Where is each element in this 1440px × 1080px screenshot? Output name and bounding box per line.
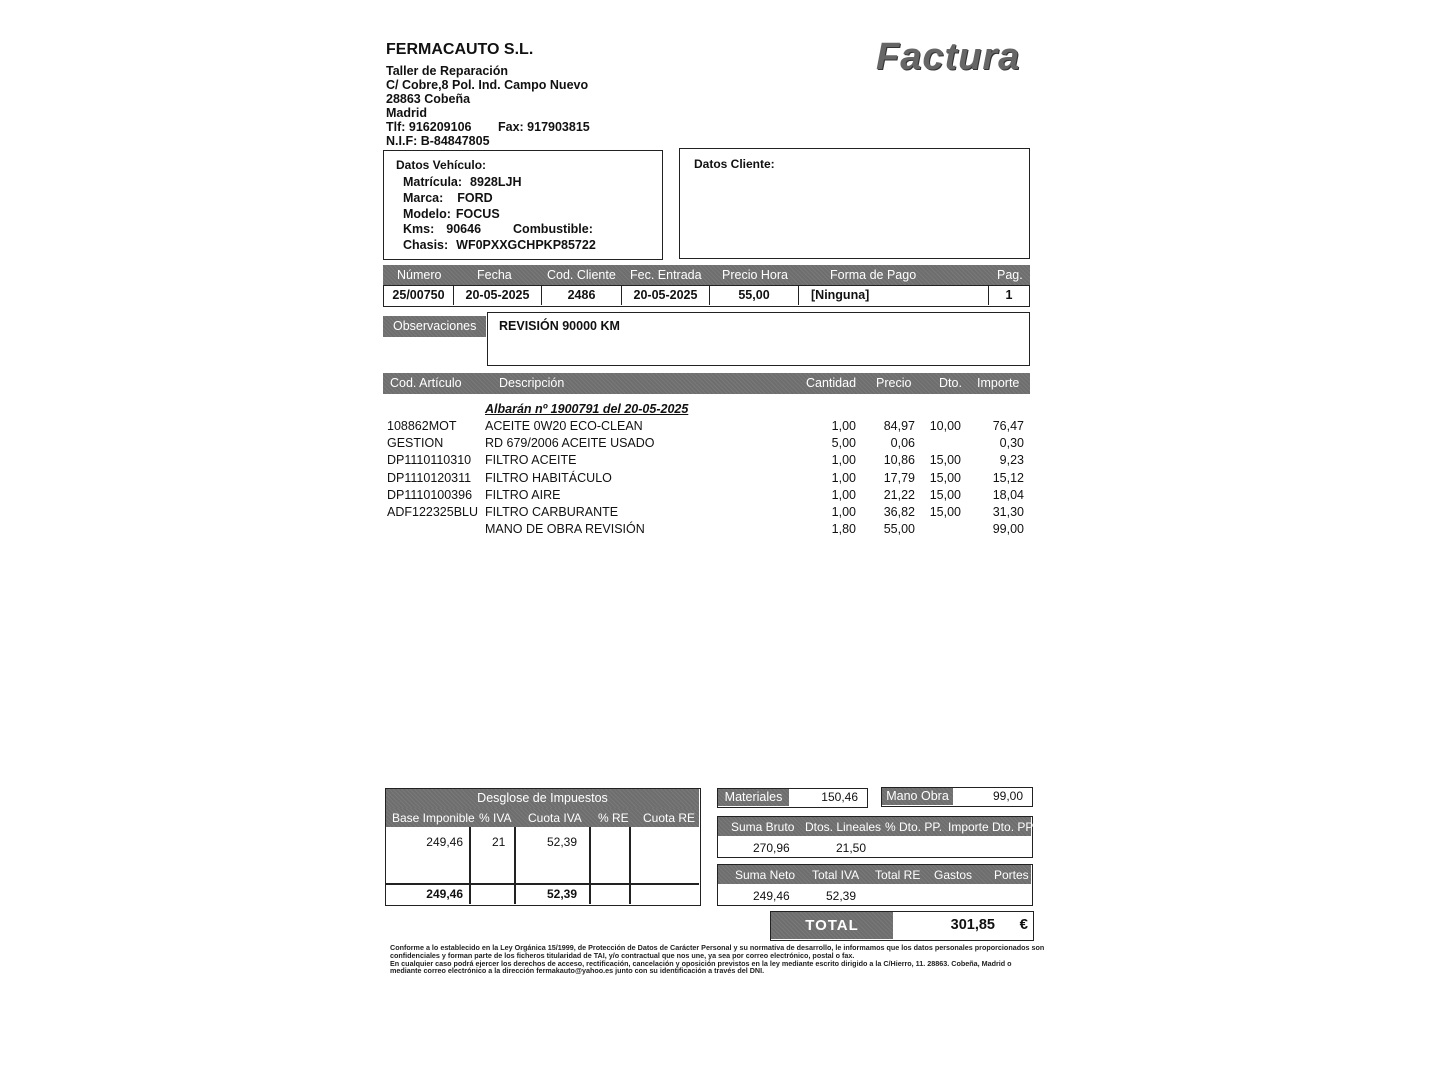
- tax-iva-amount: 52,39: [546, 835, 577, 849]
- header-pag: Pag.: [997, 268, 1023, 282]
- article-quantity: 5,00: [831, 436, 856, 451]
- mano-obra-value: 99,00: [953, 788, 1031, 805]
- article-discount: 15,00: [929, 470, 961, 485]
- tax-grid: [386, 827, 699, 904]
- article-quantity: 1,00: [831, 470, 856, 485]
- suma-bruto-header: [718, 817, 1036, 836]
- observations-text: REVISIÓN 90000 KM: [499, 319, 620, 333]
- article-amount: 0,30: [999, 436, 1024, 451]
- legal-notice: [390, 943, 1045, 976]
- header-importe-dto-pp: Importe Dto. PP.: [948, 820, 1036, 834]
- table-row: [0, 453, 1440, 470]
- article-description: RD 679/2006 ACEITE USADO: [485, 436, 655, 451]
- client-box: [679, 148, 1030, 259]
- header-base-imponible: Base Imponible: [392, 811, 475, 825]
- mano-obra-label: Mano Obra: [882, 788, 953, 805]
- article-amount: 76,47: [992, 419, 1024, 433]
- tax-iva-pct: 21: [492, 835, 506, 849]
- dtos-lineales-value: 21,50: [836, 841, 867, 855]
- hourly-price: 55,00: [710, 286, 799, 305]
- article-quantity: 1,00: [831, 419, 856, 433]
- lines-header: [383, 373, 1030, 394]
- company-name: FERMACAUTO S.L.: [386, 41, 534, 58]
- table-row: [0, 522, 1440, 539]
- tax-base: 249,46: [426, 835, 463, 849]
- article-quantity: 1,00: [831, 487, 856, 502]
- suma-neto-value: 249,46: [753, 889, 790, 903]
- article-discount: 15,00: [929, 505, 961, 519]
- article-price: 17,79: [883, 470, 915, 485]
- company-nif: N.I.F: B-84847805: [386, 134, 490, 148]
- company-fax: Fax: 917903815: [498, 120, 590, 134]
- payment-method: [Ninguna]: [799, 286, 989, 305]
- article-description: FILTRO ACEITE: [485, 453, 577, 468]
- total-box: [770, 911, 1034, 941]
- header-cod-cliente: Cod. Cliente: [547, 268, 616, 282]
- vehicle-brand: Marca: FORD: [403, 191, 493, 205]
- vehicle-plate: Matrícula: 8928LJH: [403, 175, 522, 189]
- legal-line: En cualquier caso podrá ejercer los derechos de acceso, rectificación, cancelación y oposición previstos en la ley mediante escrito dirigido a la C/Hierro, 11. 28863. Cobeña, Madrid o: [390, 958, 1012, 968]
- article-description: MANO DE OBRA REVISIÓN: [485, 522, 645, 537]
- header-cod-articulo: Cod. Artículo: [390, 376, 462, 390]
- invoice-info-header: [383, 265, 1030, 285]
- article-price: 0,06: [890, 436, 915, 451]
- suma-bruto-group: [717, 816, 1036, 858]
- header-fecha: Fecha: [477, 268, 512, 282]
- article-code: DP1110100396: [387, 487, 473, 502]
- suma-bruto-value: 270,96: [753, 841, 790, 855]
- article-code: DP1110120311: [387, 470, 472, 485]
- header-dtos-lineales: Dtos. Lineales: [805, 820, 882, 834]
- article-quantity: 1,00: [831, 505, 856, 519]
- tax-base-total: 249,46: [426, 887, 463, 901]
- header-pct-dto-pp: % Dto. PP.: [885, 820, 943, 834]
- header-total-re: Total RE: [875, 868, 921, 882]
- article-discount: 15,00: [929, 487, 961, 502]
- header-cuota-re: Cuota RE: [643, 811, 696, 825]
- header-portes: Portes: [994, 868, 1029, 882]
- article-discount: 10,00: [929, 419, 961, 433]
- article-amount: 31,30: [992, 505, 1024, 519]
- tax-title: Desglose de Impuestos: [386, 789, 699, 808]
- observations-label: Observaciones: [383, 316, 486, 337]
- materiales-label: Materiales: [718, 789, 789, 806]
- header-numero: Número: [397, 268, 442, 282]
- header-total-iva: Total IVA: [812, 868, 860, 882]
- header-importe: Importe: [977, 376, 1020, 390]
- tax-header: [386, 808, 699, 827]
- article-description: FILTRO HABITÁCULO: [485, 470, 612, 485]
- mano-obra-box: [881, 787, 1033, 807]
- tax-breakdown: [385, 788, 701, 906]
- company-city: Madrid: [386, 106, 427, 120]
- entry-date: 20-05-2025: [622, 286, 710, 305]
- materiales-box: [717, 788, 868, 808]
- table-row: [0, 419, 1440, 436]
- total-currency: €: [1019, 916, 1028, 933]
- tax-iva-total: 52,39: [546, 887, 577, 901]
- observations-box: [487, 312, 1030, 366]
- article-price: 55,00: [883, 522, 915, 537]
- article-quantity: 1,00: [831, 453, 856, 468]
- company-postal: 28863 Cobeña: [386, 92, 471, 106]
- company-details: [386, 64, 590, 148]
- article-price: 84,97: [883, 419, 915, 433]
- article-description: FILTRO CARBURANTE: [485, 505, 619, 519]
- legal-line: Conforme a lo establecido en la Ley Orgánica 15/1999, de Protección de Datos de Carácter Personal y su normativa de desarrollo, le informamos que los datos personales proporcionados son: [390, 943, 1045, 952]
- company-address: C/ Cobre,8 Pol. Ind. Campo Nuevo: [386, 78, 589, 92]
- suma-neto-group: [717, 864, 1033, 906]
- header-dto: Dto.: [939, 376, 962, 390]
- header-suma-bruto: Suma Bruto: [731, 820, 795, 834]
- header-pct-re: % RE: [598, 811, 629, 825]
- header-forma-pago: Forma de Pago: [830, 268, 917, 282]
- page-number: 1: [1005, 288, 1013, 302]
- invoice-date: 20-05-2025: [454, 286, 542, 305]
- article-description: FILTRO AIRE: [485, 487, 561, 502]
- table-row: [0, 436, 1440, 453]
- invoice-number: 25/00750: [384, 286, 454, 305]
- vehicle-model: Modelo: FOCUS: [403, 207, 500, 221]
- vehicle-kms: Kms: 90646 Combustible:: [403, 222, 593, 236]
- client-title: Datos Cliente:: [694, 157, 775, 171]
- article-code: GESTION: [387, 436, 444, 451]
- header-suma-neto: Suma Neto: [735, 868, 796, 882]
- company-activity: Taller de Reparación: [386, 64, 509, 78]
- header-cuota-iva: Cuota IVA: [528, 811, 582, 825]
- header-fec-entrada: Fec. Entrada: [630, 268, 702, 282]
- article-price: 21,22: [883, 487, 915, 502]
- legal-line: mediante correo electrónico a la dirección fermakauto@yahoo.es junto con su identificación a través del DNI.: [390, 966, 765, 976]
- article-price: 36,82: [883, 505, 915, 519]
- header-gastos: Gastos: [934, 868, 973, 882]
- header-precio: Precio: [876, 376, 912, 390]
- article-code: DP1110110310: [387, 453, 472, 468]
- header-precio-hora: Precio Hora: [722, 268, 788, 282]
- materiales-value: 150,46: [789, 789, 866, 806]
- article-amount: 9,23: [999, 453, 1024, 468]
- total-value: 301,85: [950, 917, 995, 933]
- client-code: 2486: [542, 286, 622, 305]
- suma-neto-header: [718, 865, 1031, 884]
- article-amount: 99,00: [992, 522, 1024, 537]
- company-phone: Tlf: 916209106: [386, 120, 472, 134]
- article-description: ACEITE 0W20 ECO-CLEAN: [485, 419, 643, 433]
- article-discount: 15,00: [929, 453, 961, 468]
- total-label: TOTAL: [771, 912, 893, 939]
- article-price: 10,86: [883, 453, 915, 468]
- header-cantidad: Cantidad: [806, 376, 857, 390]
- invoice-info-values: [383, 285, 1030, 307]
- article-code: 108862MOT: [387, 419, 457, 433]
- header-pct-iva: % IVA: [479, 811, 512, 825]
- article-code: ADF122325BLU: [387, 505, 479, 519]
- article-quantity: 1,80: [831, 522, 856, 537]
- vehicle-box: [383, 150, 663, 260]
- vehicle-chassis: Chasis: WF0PXXGCHPKP85722: [403, 238, 596, 252]
- table-row: [0, 488, 1440, 505]
- vehicle-title: Datos Vehículo:: [396, 158, 487, 172]
- article-amount: 18,04: [992, 487, 1024, 502]
- table-row: [0, 505, 1440, 522]
- total-iva-value: 52,39: [826, 889, 857, 903]
- legal-line: confidenciales y forman parte de los ficheros titularidad de TAI, y/o contractual que nos une, ya sea por correo electrónico, postal o fax.: [390, 950, 855, 960]
- company-contact: [386, 120, 590, 134]
- document-title: Factura: [876, 36, 1021, 78]
- header-descripcion: Descripción: [499, 376, 565, 390]
- table-row: [0, 471, 1440, 488]
- albaran-reference: Albarán nº 1900791 del 20-05-2025: [485, 402, 689, 416]
- article-amount: 15,12: [992, 470, 1024, 485]
